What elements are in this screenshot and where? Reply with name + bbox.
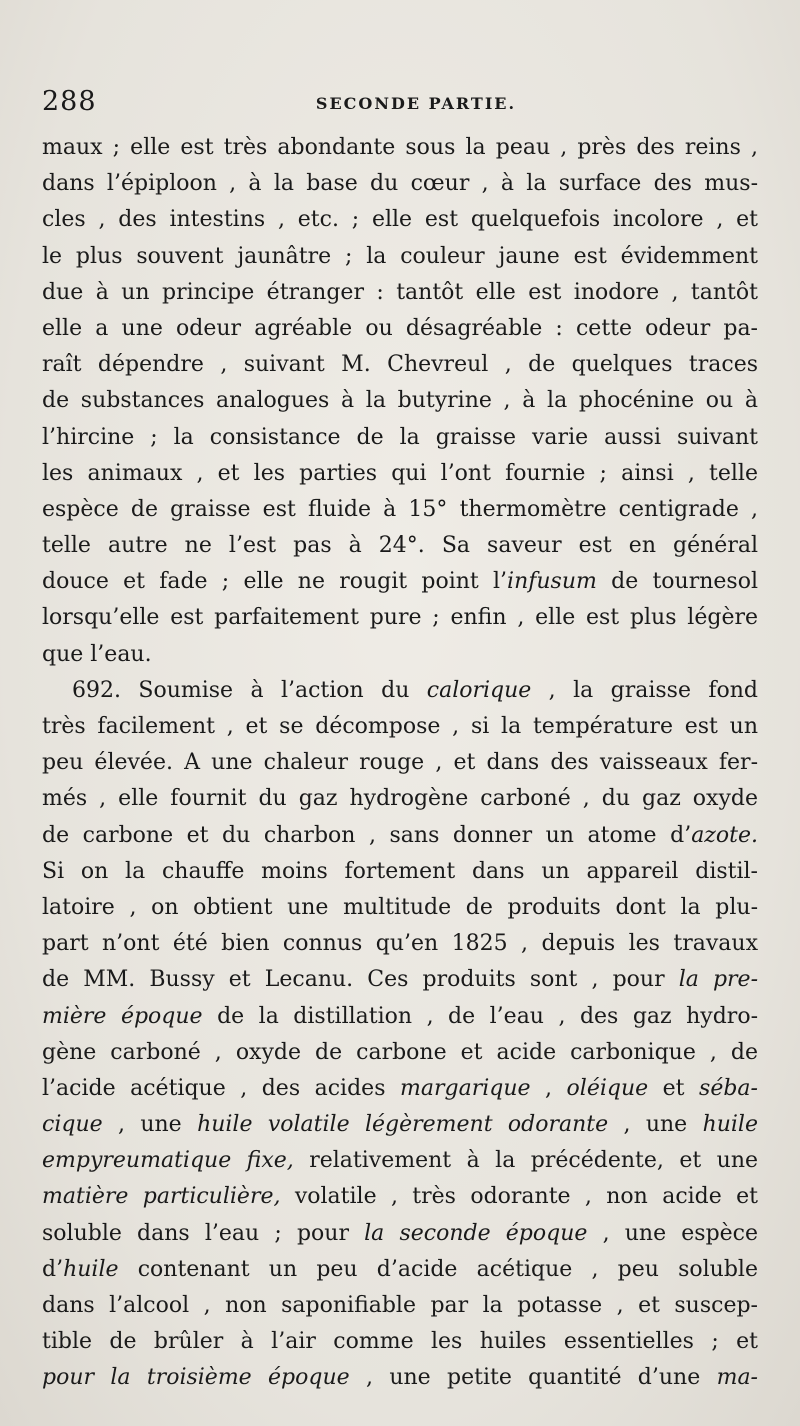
text-line: [42, 1107, 758, 1143]
text-line: [42, 962, 758, 998]
text-run: , une petite quantité d’une: [349, 1365, 717, 1391]
text-run: soluble dans l’eau ; pour: [42, 1220, 365, 1246]
text-run: due à un principe étranger : tantôt elle est inodore , tantôt: [42, 279, 758, 305]
italic-text: séba-: [699, 1075, 758, 1101]
text-line: [42, 854, 758, 890]
text-line: [42, 492, 758, 528]
text-run: 692. Soumise à l’action du: [72, 677, 427, 703]
text-line: [42, 1324, 758, 1360]
italic-text: cique: [42, 1112, 103, 1138]
text-line: [42, 709, 758, 745]
text-run: de tournesol: [596, 569, 758, 595]
italic-text: empyreumatique fixe,: [42, 1148, 294, 1174]
text-run: peu élevée. A une chaleur rouge , et dans des vaisseaux fer-: [42, 750, 758, 776]
text-run: ,: [530, 1075, 567, 1101]
text-line: [42, 202, 758, 238]
text-line: [42, 347, 758, 383]
italic-text: la seconde époque: [364, 1220, 588, 1246]
text-run: cles , des intestins , etc. ; elle est quelquefois incolore , et: [42, 207, 758, 233]
text-run: de la distillation , de l’eau , des gaz hydro-: [202, 1003, 758, 1029]
text-line: [42, 456, 758, 492]
text-run: l’acide acétique , des acides: [42, 1075, 400, 1101]
italic-text: ma-: [716, 1365, 758, 1391]
text-line: [42, 1216, 758, 1252]
text-line: [42, 1143, 758, 1179]
italic-text: infusum: [507, 569, 597, 595]
text-run: et: [648, 1075, 700, 1101]
text-run: , une: [102, 1112, 198, 1138]
text-run: tible de brûler à l’air comme les huiles essentielles ; et: [42, 1329, 758, 1355]
italic-text: huile: [63, 1256, 119, 1282]
running-head: SECONDE PARTIE.: [315, 94, 517, 113]
body-text: [42, 130, 758, 1397]
text-line: [42, 420, 758, 456]
text-run: de MM. Bussy et Lecanu. Ces produits sont , pour: [42, 967, 679, 993]
italic-text: matière particulière,: [42, 1184, 281, 1210]
text-run: maux ; elle est très abondante sous la peau , près des reins ,: [42, 135, 758, 160]
text-run: gène carboné , oxyde de carbone et acide carbonique , de: [42, 1039, 758, 1065]
text-line: [42, 1179, 758, 1215]
text-run: Si on la chauffe moins fortement dans un appareil distil-: [42, 858, 758, 884]
text-line: [42, 673, 758, 709]
text-line: [42, 1360, 758, 1396]
italic-text: mière époque: [42, 1003, 203, 1029]
italic-text: huile volatile légèrement odorante: [197, 1112, 609, 1138]
text-run: d’: [42, 1256, 64, 1282]
text-run: que l’eau.: [42, 641, 152, 667]
text-line: [42, 1071, 758, 1107]
italic-text: oléique: [566, 1075, 649, 1101]
text-line: [42, 130, 758, 166]
text-run: telle autre ne l’est pas à 24°. Sa saveur est en général: [42, 533, 758, 559]
text-run: dans l’alcool , non saponifiable par la potasse , et suscep-: [42, 1293, 758, 1318]
text-run: relativement à la précédente, et une: [293, 1148, 759, 1174]
text-line: [42, 890, 758, 926]
text-run: més , elle fournit du gaz hydrogène carboné , du gaz oxyde: [42, 786, 758, 812]
text-run: volatile , très odorante , non acide et: [280, 1184, 758, 1210]
text-line: [42, 166, 758, 202]
text-line: [42, 1252, 758, 1288]
text-run: , une: [608, 1112, 703, 1138]
text-line: [42, 528, 758, 564]
text-run: le plus souvent jaunâtre ; la couleur jaune est évidemment: [42, 243, 758, 269]
text-run: de substances analogues à la butyrine , à la phocénine ou à: [42, 388, 758, 414]
italic-text: huile: [702, 1112, 758, 1138]
text-run: , la graisse fond: [531, 677, 758, 703]
text-run: dans l’épiploon , à la base du cœur , à la surface des mus-: [42, 171, 758, 197]
text-line: [42, 600, 758, 636]
text-line: [42, 637, 758, 673]
text-run: lorsqu’elle est parfaitement pure ; enfin , elle est plus légère: [42, 605, 758, 631]
italic-text: la pre-: [678, 967, 759, 993]
italic-text: margarique: [400, 1075, 531, 1101]
italic-text: calorique: [426, 677, 532, 703]
text-run: latoire , on obtient une multitude de produits dont la plu-: [42, 894, 758, 920]
text-line: [42, 999, 758, 1035]
text-run: contenant un peu d’acide acétique , peu soluble: [118, 1256, 758, 1282]
text-run: part n’ont été bien connus qu’en 1825 , depuis les travaux: [42, 931, 758, 957]
text-run: , une espèce: [587, 1220, 759, 1246]
page-header: [42, 86, 750, 120]
text-run: très facilement , et se décompose , si la température est un: [42, 714, 758, 739]
text-line: [42, 745, 758, 781]
text-line: [42, 275, 758, 311]
page-number: 288: [42, 86, 97, 117]
text-run: l’hircine ; la consistance de la graisse varie aussi suivant: [42, 424, 758, 450]
text-run: de carbone et du charbon , sans donner un atome d’: [42, 822, 692, 848]
text-run: douce et fade ; elle ne rougit point l’: [42, 569, 508, 595]
text-run: raît dépendre , suivant M. Chevreul , de quelques traces: [42, 352, 758, 378]
text-line: [42, 239, 758, 275]
text-line: [42, 1035, 758, 1071]
text-line: [42, 818, 758, 854]
text-run: espèce de graisse est fluide à 15° thermomètre centigrade ,: [42, 496, 758, 522]
text-line: [42, 564, 758, 600]
italic-text: pour la troisième époque: [42, 1365, 350, 1391]
text-line: [42, 926, 758, 962]
text-line: [42, 383, 758, 419]
text-line: [42, 311, 758, 347]
text-line: [42, 781, 758, 817]
text-line: [42, 1288, 758, 1324]
text-run: elle a une odeur agréable ou désagréable : cette odeur pa-: [42, 315, 758, 341]
text-run: les animaux , et les parties qui l’ont fournie ; ainsi , telle: [42, 460, 758, 486]
italic-text: azote.: [691, 822, 758, 848]
